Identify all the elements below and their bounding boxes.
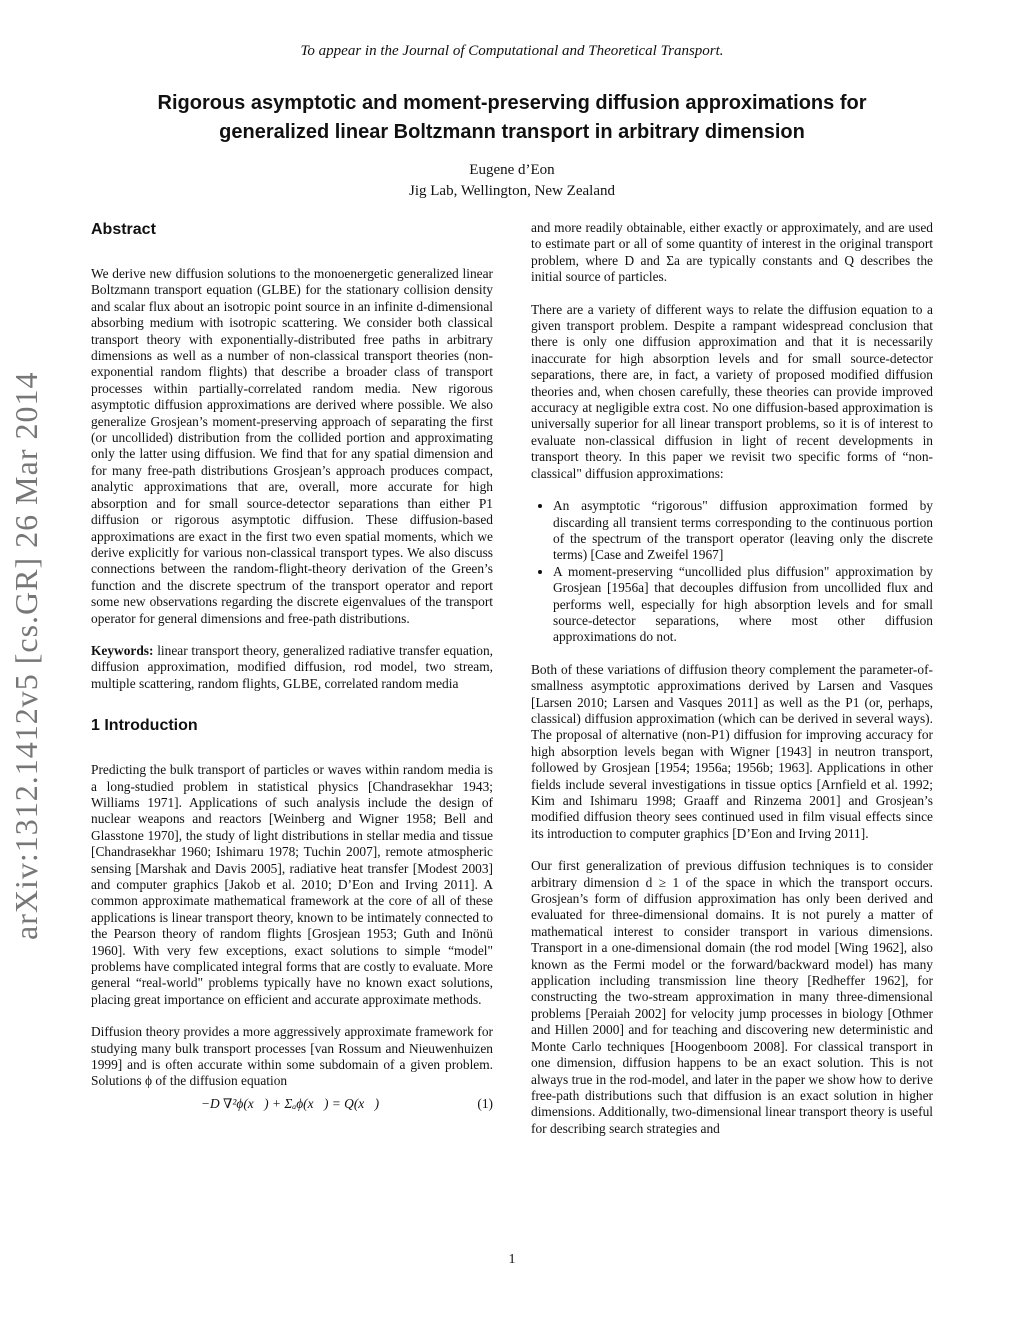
paper-title — [90, 89, 934, 147]
keywords-label: Keywords: — [91, 642, 154, 658]
left-column — [91, 220, 493, 1112]
intro-paragraph-2: Diffusion theory provides a more aggressively approximate framework for studying many bulk transport processes [van Rossum and Nieuwenhuizen 1999] and is often accurate within some subdomain of a given problem. Solutions ϕ of the diffusion equation — [91, 1024, 493, 1089]
section-heading-introduction: 1 Introduction — [91, 717, 198, 735]
author-name: Eugene d’Eon — [469, 162, 555, 178]
arxiv-stamp: arXiv:1312.1412v5 [cs.GR] 26 Mar 2014 — [8, 371, 44, 940]
intro-paragraph-1: Predicting the bulk transport of particles or waves within random media is a long-studied problem in statistical physics [Chandrasekhar 1943; Williams 1971]. Applications of such analysis include the design of nuclear weapons and reactors [Weinberg and Wigner 1958; Bell and Glasstone 1970], the study of light distributions in stellar media and tissue [Chandrasekhar 1960; Ishimaru 1978; Tuchin 2007], remote atmospheric sensing [Marshak and Davis 2005], radiative heat transfer [Modest 2003] and computer graphics [Jakob et al. 2010; D’Eon and Irving 2011]. A common approximate mathematical framework at the core of all of these applications is linear transport theory, known to be intimately connected to the Pearson theory of random flights [Grosjean 1953; Guth and Inönü 1960]. With very few exceptions, exact solutions to simple “model" problems have complicated integral forms that are costly to evaluate. More general “real-world" problems typically have no known exact solutions, placing great importance on efficient and accurate approximate methods. — [91, 762, 493, 1007]
approximation-list — [531, 498, 933, 646]
equation-number: (1) — [477, 1095, 493, 1111]
title-line-1: Rigorous asymptotic and moment-preserving diffusion approximations for — [157, 92, 867, 114]
title-line-2: generalized linear Boltzmann transport in arbitrary dimension — [219, 121, 805, 143]
author-affiliation: Jig Lab, Wellington, New Zealand — [409, 183, 615, 199]
right-paragraph-2: There are a variety of different ways to relate the diffusion equation to a given transport problem. Despite a rampant widespread conclusion that there is only one diffusion approximation and that it is necessarily inaccurate for high absorption levels and for small source-detector separations, there are, in fact, a variety of proposed modified diffusion theories and, when chosen carefully, these theories can provide improved accuracy at negligible extra cost. No one diffusion-based approximation is universally superior for all linear transport problems, so it is of interest to evaluate non-classical diffusion in light of recent developments in transport theory. In this paper we revisit two specific forms of “non-classical" diffusion approximations: — [531, 301, 933, 481]
right-paragraph-1: and more readily obtainable, either exactly or approximately, and are used to estimate part or all of some quantity of interest in the original transport problem, where D and Σa are typically constants and Q describes the initial source of particles. — [531, 220, 933, 285]
list-item: • A moment-preserving “uncollided plus diffusion" approximation by Grosjean [1956a] that decouples diffusion from uncollided flux and performs well, especially for high absorption levels and for small source-detector separations, where most other diffusion approximations do not. — [553, 564, 933, 646]
keywords-text: linear transport theory, generalized radiative transfer equation, diffusion approximation, modified diffusion, rod model, two stream, multiple scattering, random flights, GLBE, correlated random media — [91, 642, 493, 691]
right-paragraph-3: Both of these variations of diffusion theory complement the parameter-of-smallness asymptotic approximations derived by Larsen and Vasques [Larsen 2010; Larsen and Vasques 2011] as well as the P1 (or, perhaps, classical) diffusion approximation (which can be derived in several ways). The proposal of alternative (non-P1) diffusion for improving accuracy for high absorption levels began with Wigner [1943] in neutron transport, followed by Grosjean [1954; 1956a; 1956b; 1963]. Applications in other fields include several investigations in tissue optics [Arnfield et al. 1992; Kim and Ishimaru 1998; Graaff and Rinzema 2001] and Grosjean’s modified diffusion theory sees continued used in film visual effects since its introduction to computer graphics [D’Eon and Irving 2011]. — [531, 661, 933, 841]
keywords — [91, 643, 493, 692]
abstract-text: We derive new diffusion solutions to the monoenergetic generalized linear Boltzmann transport equation (GLBE) for the stationary collision density and scalar flux about an isotropic point source in an infinite d-dimensional absorbing medium with isotropic scattering. We consider both classical transport theory with exponentially-distributed free paths in arbitrary dimensions as well as a number of non-classical transport theories (non-exponential random flights) that describe a broader class of transport processes within partially-correlated random media. New rigorous asymptotic diffusion approximations are derived where possible. We also generalize Grosjean’s moment-preserving approach of separating the first (or uncollided) distribution from the collided portion and approximating only the latter using diffusion. We find that for any spatial dimension and for many free-path distributions Grosjean’s approach produces compact, analytic approximations that are, overall, more accurate for high absorption and for small source-detector separations than either P1 diffusion or rigorous asymptotic diffusion. These diffusion-based approximations are exact in the first two even spatial moments, which we derive explicitly for various non-classical transport types. We also discuss connections between the random-flight-theory derivation of the Green’s function and the discrete spectrum of the transport operator and report some new observations regarding the discrete eigenvalues of the transport operator for general dimensions and free-path distributions. — [91, 266, 493, 626]
list-item: • An asymptotic “rigorous" diffusion approximation formed by discarding all transient terms corresponding to the continuous portion of the spectrum of the transport operator (leaving only the discrete terms) [Case and Zweifel 1967] — [553, 498, 933, 564]
right-column — [531, 220, 933, 1153]
journal-note: To appear in the Journal of Computational and Theoretical Transport. — [300, 43, 724, 59]
diffusion-equation — [91, 1096, 493, 1112]
abstract-heading: Abstract — [91, 221, 156, 238]
right-paragraph-4: Our first generalization of previous diffusion techniques is to consider arbitrary dimension d ≥ 1 of the space in which the transport occurs. Grosjean’s form of diffusion approximation has only been derived and evaluated for three-dimensional domains. It is not purely a matter of mathematical interest to consider transport in various dimensions. Transport in a one-dimensional domain (the rod model [Wing 1962], also known as the Fermi model or the forward/backward model) has many application including transmission line theory [Redheffer 1962], for constructing the two-stream approximation in many three-dimensional problems [Peraiah 2002] for velocity jump processes in biology [Othmer and Hillen 2000] and for teaching and discovering new deterministic and Monte Carlo techniques [Hoogenboom 2008]. For classical transport in one dimension, diffusion happens to be an exact solution. This is not always true in the rod-model, and later in the paper we show how to derive free-path distributions such that diffusion is an exact solution in higher dimensions. Additionally, two-dimensional linear transport theory is useful for describing search strategies and — [531, 858, 933, 1136]
equation-body: −D ∇²ϕ(x⃗) + Σₐϕ(x⃗) = Q(x⃗) — [201, 1095, 380, 1111]
page-number: 1 — [508, 1252, 516, 1267]
author-block — [0, 160, 1024, 202]
